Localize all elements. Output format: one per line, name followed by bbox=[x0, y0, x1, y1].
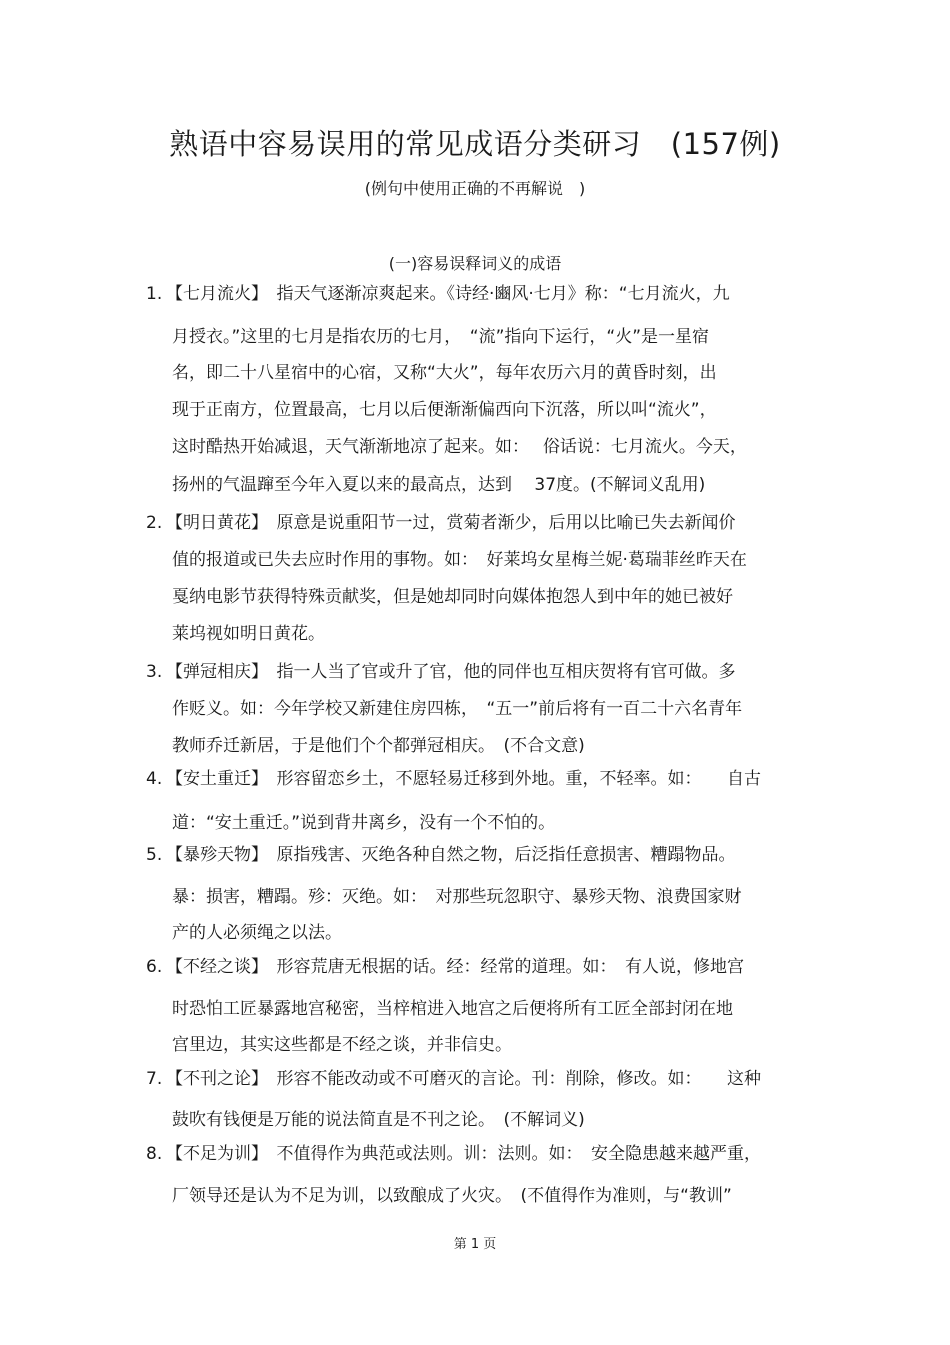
item-number: 3. bbox=[146, 662, 163, 682]
item-line: 扬州的气温蹿至今年入夏以来的最高点，达到 37度。(不解词义乱用) bbox=[172, 475, 706, 495]
page-footer: 第 1 页 bbox=[453, 1237, 497, 1252]
item-line: 产的人必须绳之以法。 bbox=[172, 923, 342, 943]
item-number: 4. bbox=[146, 769, 163, 789]
document-subtitle: (例句中使用正确的不再解说 ) bbox=[364, 179, 586, 198]
item-number: 2. bbox=[146, 513, 163, 533]
item-line: 鼓吹有钱便是万能的说法简直是不刊之论。 (不解词义) bbox=[172, 1110, 585, 1130]
item-number: 5. bbox=[146, 845, 163, 865]
section-heading: (一)容易误释词义的成语 bbox=[388, 254, 562, 273]
item-number: 1. bbox=[146, 284, 163, 304]
item-number: 8. bbox=[146, 1144, 163, 1164]
item-line: 【明日黄花】 原意是说重阳节一过，赏菊者渐少，后用以比喻已失去新闻价 bbox=[166, 513, 736, 533]
item-line: 戛纳电影节获得特殊贡献奖，但是她却同时向媒体抱怨人到中年的她已被好 bbox=[172, 587, 733, 607]
item-line: 【安土重迁】 形容留恋乡土，不愿轻易迁移到外地。重，不轻率。如： 自古 bbox=[166, 769, 761, 789]
item-line: 这时酷热开始减退，天气渐渐地凉了起来。如： 俗话说：七月流火。今天， bbox=[172, 437, 747, 457]
item-line: 教师乔迁新居，于是他们个个都弹冠相庆。 (不合文意) bbox=[172, 736, 585, 756]
item-line: 【不刊之论】 形容不能改动或不可磨灭的言论。刊：削除，修改。如： 这种 bbox=[166, 1069, 761, 1089]
item-line: 【不足为训】 不值得作为典范或法则。训：法则。如： 安全隐患越来越严重， bbox=[166, 1144, 761, 1164]
item-line: 名，即二十八星宿中的心宿，又称“大火”，每年农历六月的黄昏时刻，出 bbox=[172, 363, 717, 383]
item-number: 7. bbox=[146, 1069, 163, 1089]
item-line: 宫里边，其实这些都是不经之谈，并非信史。 bbox=[172, 1035, 512, 1055]
item-line: 莱坞视如明日黄花。 bbox=[172, 624, 325, 644]
item-line: 【弹冠相庆】 指一人当了官或升了官，他的同伴也互相庆贺将有官可做。多 bbox=[166, 662, 736, 682]
item-line: 暴：损害，糟蹋。殄：灭绝。如： 对那些玩忽职守、暴殄天物、浪费国家财 bbox=[172, 887, 742, 907]
document-title: 熟语中容易误用的常见成语分类研习 (157例) bbox=[169, 127, 781, 161]
item-line: 厂领导还是认为不足为训，以致酿成了火灾。 (不值得作为准则，与“教训” bbox=[172, 1186, 732, 1206]
item-line: 值的报道或已失去应时作用的事物。如： 好莱坞女星梅兰妮·葛瑞菲丝昨天在 bbox=[172, 550, 747, 570]
item-line: 【不经之谈】 形容荒唐无根据的话。经：经常的道理。如： 有人说，修地宫 bbox=[166, 957, 744, 977]
item-number: 6. bbox=[146, 957, 163, 977]
item-line: 现于正南方，位置最高，七月以后便渐渐偏西向下沉落，所以叫“流火”， bbox=[172, 400, 717, 420]
item-line: 道：“安土重迁。”说到背井离乡，没有一个不怕的。 bbox=[172, 813, 556, 833]
item-line: 作贬义。如：今年学校又新建住房四栋， “五一”前后将有一百二十六名青年 bbox=[172, 699, 743, 719]
item-line: 月授衣。”这里的七月是指农历的七月， “流”指向下运行，“火”是一星宿 bbox=[172, 327, 710, 347]
item-line: 时恐怕工匠暴露地宫秘密，当梓棺进入地宫之后便将所有工匠全部封闭在地 bbox=[172, 999, 733, 1019]
item-line: 【七月流火】 指天气逐渐凉爽起来。《诗经·豳风·七月》称：“七月流火，九 bbox=[166, 284, 730, 304]
item-line: 【暴殄天物】 原指残害、灭绝各种自然之物，后泛指任意损害、糟蹋物品。 bbox=[166, 845, 736, 865]
